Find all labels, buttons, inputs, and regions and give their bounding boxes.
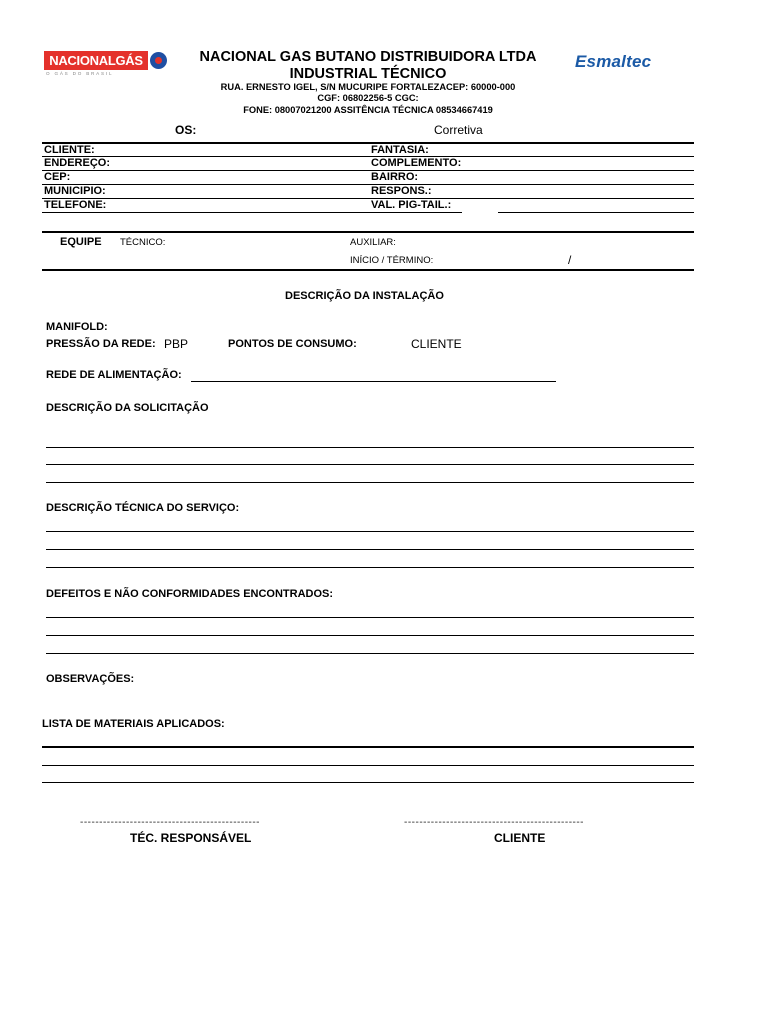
request-line bbox=[46, 482, 694, 483]
phone-label: TELEFONE: bbox=[44, 199, 107, 211]
team-bottom-divider bbox=[42, 269, 694, 271]
os-label: OS: bbox=[175, 123, 197, 137]
network-pressure-value: PBP bbox=[164, 337, 189, 351]
trade-name-label: FANTASIA: bbox=[371, 144, 429, 156]
esmaltec-logo: Esmaltec bbox=[575, 52, 652, 71]
start-end-label: INÍCIO / TÉRMINO: bbox=[350, 255, 434, 266]
consumption-points-label: PONTOS DE CONSUMO: bbox=[228, 338, 357, 350]
observations-label: OBSERVAÇÕES: bbox=[46, 673, 135, 685]
city-label: MUNICIPIO: bbox=[44, 185, 106, 197]
pigtail-validity-label: VAL. PIG-TAIL.: bbox=[371, 199, 452, 211]
responsible-label: RESPONS.: bbox=[371, 185, 432, 197]
nacionalgas-wordmark: NACIONALGÁS bbox=[44, 51, 148, 70]
service-line bbox=[46, 549, 694, 550]
nacionalgas-logo bbox=[44, 51, 168, 77]
field-line bbox=[498, 212, 694, 213]
defects-label: DEFEITOS E NÃO CONFORMIDADES ENCONTRADOS: bbox=[46, 588, 334, 600]
materials-label: LISTA DE MATERIAIS APLICADOS: bbox=[42, 718, 225, 730]
client-label: CLIENTE: bbox=[44, 144, 95, 156]
field-line bbox=[42, 212, 462, 213]
materials-line bbox=[42, 765, 694, 766]
assistant-label: AUXILIAR: bbox=[350, 237, 396, 248]
company-phones: FONE: 08007021200 ASSITÊNCIA TÉCNICA 08534667419 bbox=[243, 105, 493, 115]
company-name: NACIONAL GAS BUTANO DISTRIBUIDORA LTDA bbox=[199, 49, 537, 65]
company-registration: CGF: 06802256-5 CGC: bbox=[317, 93, 419, 103]
service-description-label: DESCRIÇÃO TÉCNICA DO SERVIÇO: bbox=[46, 502, 240, 514]
supply-network-label: REDE DE ALIMENTAÇÃO: bbox=[46, 369, 182, 381]
materials-line bbox=[42, 782, 694, 783]
defects-line bbox=[46, 635, 694, 636]
materials-line bbox=[42, 746, 694, 748]
request-line bbox=[46, 464, 694, 465]
defects-line bbox=[46, 653, 694, 654]
address-label: ENDEREÇO: bbox=[44, 157, 111, 169]
complement-label: COMPLEMENTO: bbox=[371, 157, 462, 169]
technician-signature-label: TÉC. RESPONSÁVEL bbox=[130, 831, 252, 845]
field-line bbox=[42, 198, 694, 199]
department-name: INDUSTRIAL TÉCNICO bbox=[289, 66, 447, 82]
field-line bbox=[42, 170, 694, 171]
request-line bbox=[46, 447, 694, 448]
os-divider bbox=[42, 142, 694, 144]
nacionalgas-tagline: O GÁS DO BRASIL bbox=[46, 71, 114, 76]
consumption-points-value: CLIENTE bbox=[411, 337, 462, 351]
manifold-label: MANIFOLD: bbox=[46, 321, 108, 333]
supply-network-line bbox=[191, 381, 556, 382]
service-line bbox=[46, 567, 694, 568]
request-description-label: DESCRIÇÃO DA SOLICITAÇÃO bbox=[46, 402, 209, 414]
network-pressure-label: PRESSÃO DA REDE: bbox=[46, 338, 156, 350]
district-label: BAIRRO: bbox=[371, 171, 419, 183]
defects-line bbox=[46, 617, 694, 618]
installation-title: DESCRIÇÃO DA INSTALAÇÃO bbox=[285, 290, 444, 302]
company-address: RUA. ERNESTO IGEL, S/N MUCURIPE FORTALEZACEP: 60000-000 bbox=[220, 82, 516, 92]
technician-label: TÉCNICO: bbox=[120, 237, 166, 248]
field-line bbox=[42, 184, 694, 185]
order-type-value: Corretiva bbox=[434, 123, 483, 137]
service-line bbox=[46, 531, 694, 532]
team-label: EQUIPE bbox=[60, 236, 102, 248]
field-line bbox=[42, 156, 694, 157]
start-end-separator: / bbox=[568, 253, 572, 267]
zip-label: CEP: bbox=[44, 171, 71, 183]
nacionalgas-seal-icon bbox=[150, 52, 167, 69]
client-signature-label: CLIENTE bbox=[494, 831, 546, 845]
client-signature-line: ----------------------------------------------- bbox=[404, 817, 585, 828]
technician-signature-line: ----------------------------------------------- bbox=[80, 817, 261, 828]
team-top-divider bbox=[42, 231, 694, 233]
